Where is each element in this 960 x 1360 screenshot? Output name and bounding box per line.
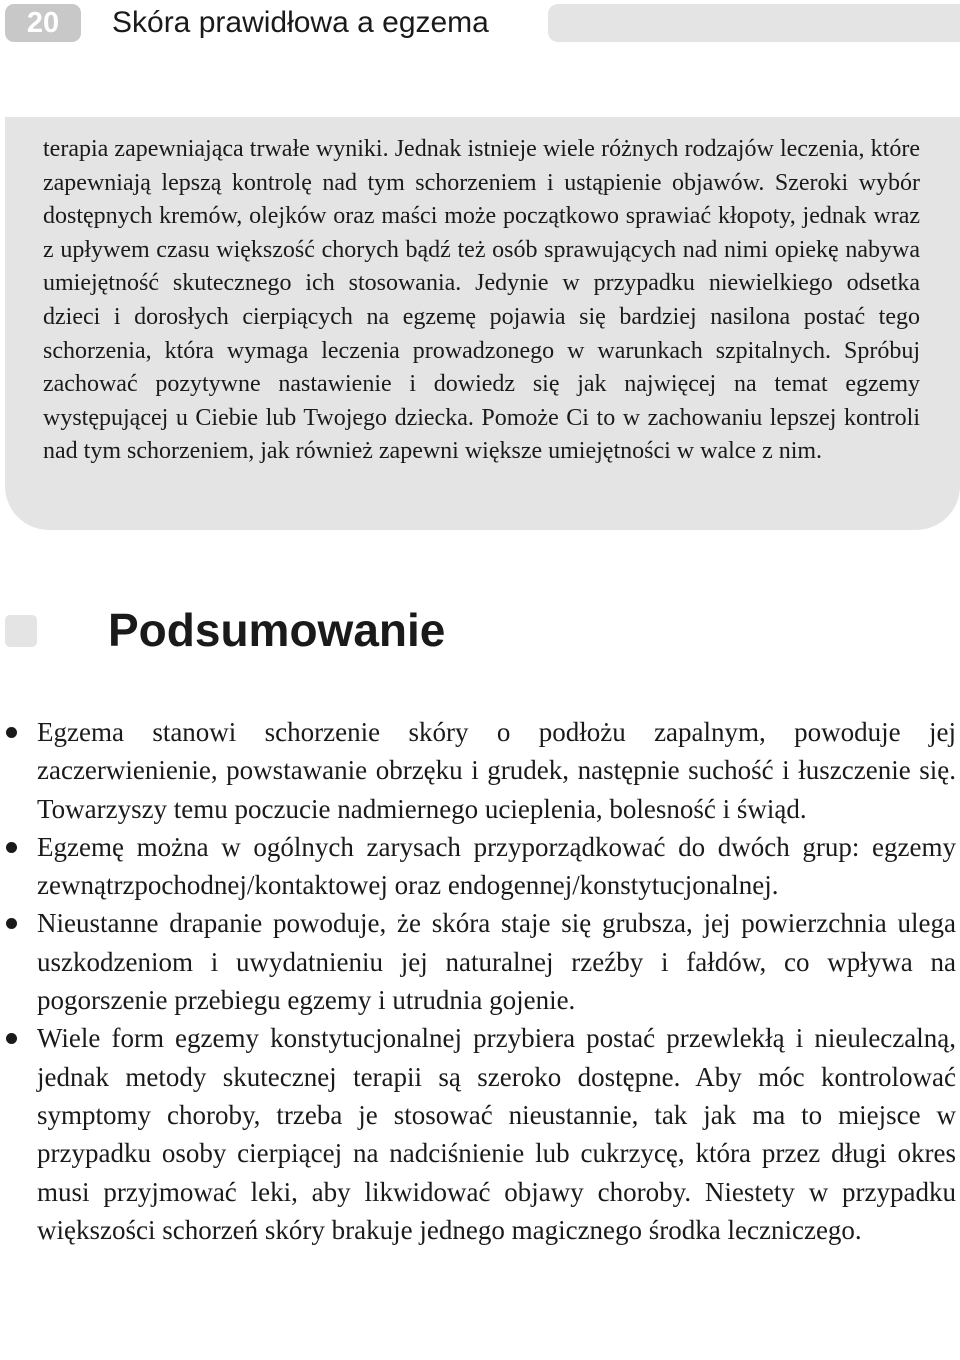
bullet-icon bbox=[6, 918, 17, 929]
page-header bbox=[0, 0, 960, 50]
bullet-icon bbox=[6, 727, 17, 738]
summary-item bbox=[0, 1019, 960, 1249]
section-marker bbox=[5, 615, 37, 647]
summary-item bbox=[0, 828, 960, 905]
info-box-paragraph: terapia zapewniająca trwałe wyniki. Jednak istnieje wiele różnych rodzajów leczenia, które zapewniają lepszą kontrolę nad tym schorzeniem i ustąpienie objawów. Szeroki wybór dostępnych kremów, olejków oraz maści może początkowo sprawiać kłopoty, jednak wraz z upływem czasu większość chorych bądź też osób sprawujących nad nimi opiekę nabywa umiejętność skutecznego ich stosowania. Jedynie w przypadku niewielkiego odsetka dzieci i dorosłych cierpiących na egzemę pojawia się bardziej nasilona postać tego schorzenia, która wymaga leczenia prowadzonego w warunkach szpitalnych. Spróbuj zachować pozytywne nastawienie i dowiedz się jak najwięcej na temat egzemy występującej u Ciebie lub Twojego dziecka. Pomoże Ci to w zachowaniu lepszej kontroli nad tym schorzeniem, jak również zapewni większe umiejętności w walce z nim. bbox=[43, 136, 920, 465]
bullet-icon bbox=[6, 842, 17, 853]
page-number: 20 bbox=[5, 4, 81, 42]
summary-item bbox=[0, 713, 960, 828]
section-heading: Podsumowanie bbox=[108, 604, 446, 656]
running-title: Skóra prawidłowa a egzema bbox=[112, 6, 489, 39]
info-box bbox=[5, 117, 960, 530]
summary-item-text: Wiele form egzemy konstytucjonalnej przybiera postać przewlekłą i nieuleczalną, jednak metody skutecznej terapii są szeroko dostępne. Aby móc kontrolować symptomy choroby, trzeba je stosować nieustannie, tak jak ma to miejsce w przypadku osoby cierpiącej na nadciśnienie lub cukrzycę, która przez długi okres musi przyjmować leki, aby likwidować objawy choroby. Niestety w przypadku większości schorzeń skóry brakuje jednego magicznego środka leczniczego. bbox=[37, 1023, 956, 1245]
summary-item-text: Egzemę można w ogólnych zarysach przyporządkować do dwóch grup: egzemy zewnątrzpochodnej/kontaktowej oraz endogennej/konstytucjonalnej. bbox=[37, 831, 956, 901]
header-decoration bbox=[548, 4, 960, 42]
bullet-icon bbox=[6, 1033, 17, 1044]
summary-item-text: Egzema stanowi schorzenie skóry o podłożu zapalnym, powoduje jej zaczerwienienie, powstawanie obrzęku i grudek, następnie suchość i łuszczenie się. Towarzyszy temu poczucie nadmiernego ucieplenia, bolesność i świąd. bbox=[37, 717, 956, 824]
summary-item-text: Nieustanne drapanie powoduje, że skóra staje się grubsza, jej powierzchnia ulega uszkodzeniom i uwydatnieniu jej naturalnej rzeźby i fałdów, co wpływa na pogorszenie przebiegu egzemy i utrudnia gojenie. bbox=[37, 908, 956, 1016]
summary-list bbox=[0, 713, 960, 1249]
summary-item bbox=[0, 904, 960, 1019]
